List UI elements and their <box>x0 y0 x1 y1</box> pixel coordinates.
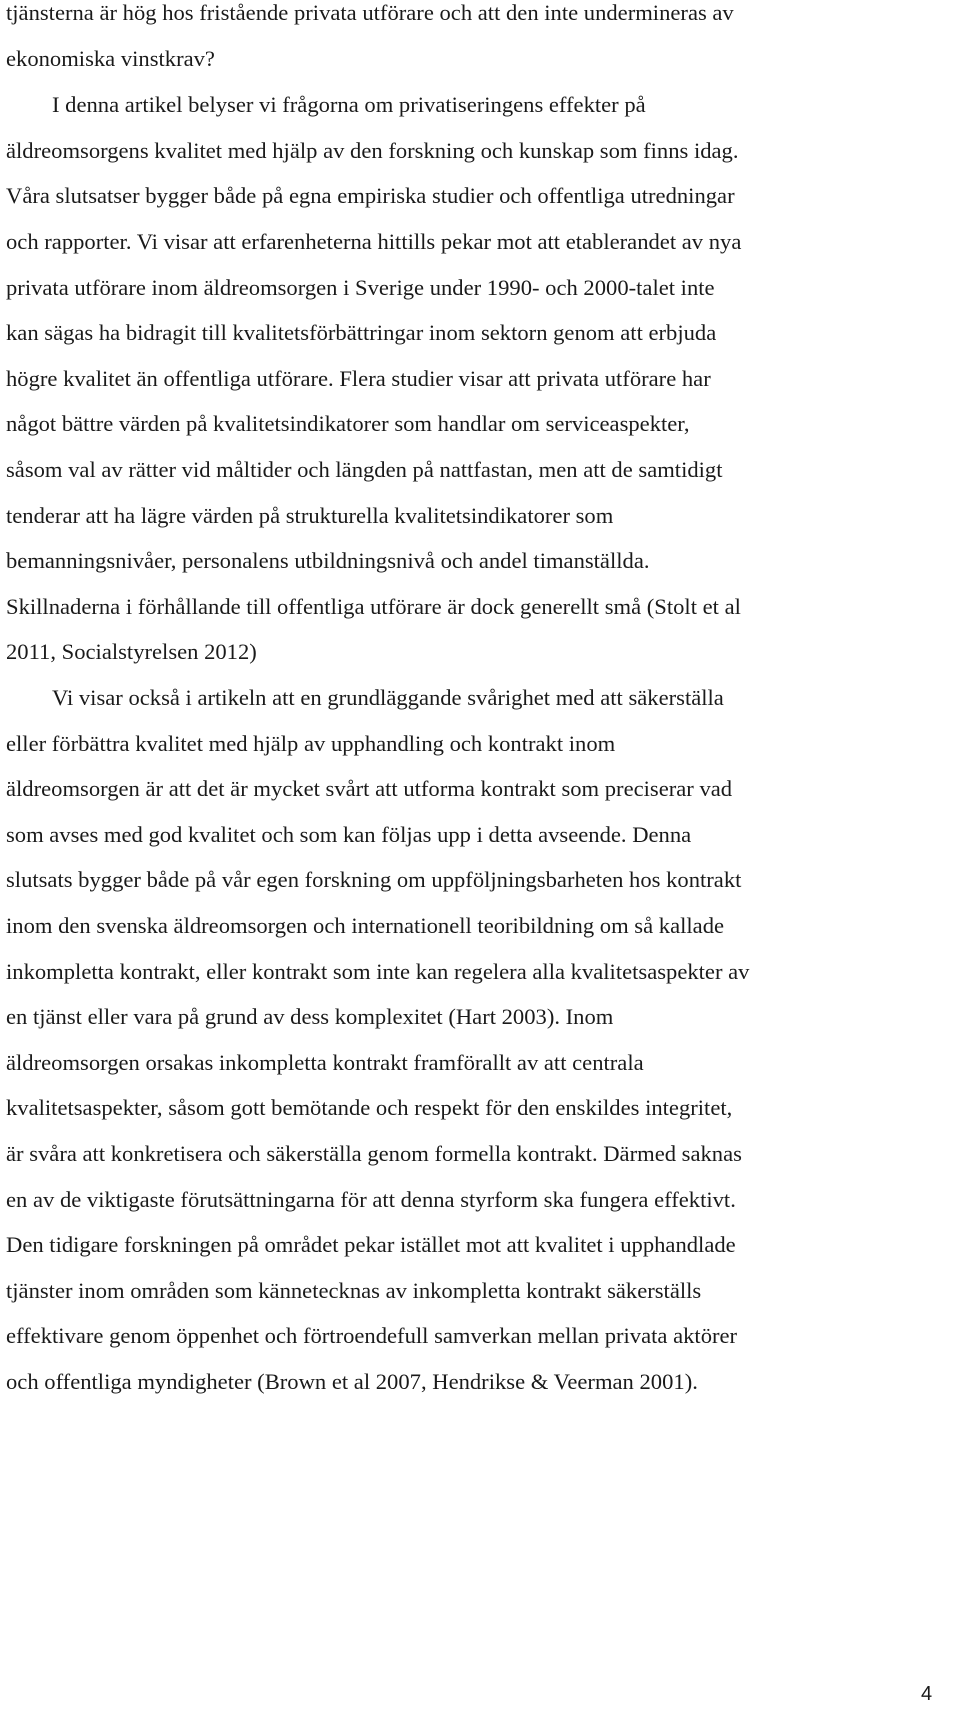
text-line: en tjänst eller vara på grund av dess komplexitet (Hart 2003). Inom <box>6 1004 614 1029</box>
text-line: inom den svenska äldreomsorgen och internationell teoribildning om så kallade <box>6 913 725 938</box>
text-line: Våra slutsatser bygger både på egna empiriska studier och offentliga utredningar <box>6 183 735 208</box>
text-line: kan sägas ha bidragit till kvalitetsförbättringar inom sektorn genom att erbjuda <box>6 320 717 345</box>
text-line: tenderar att ha lägre värden på strukturella kvalitetsindikatorer som <box>6 503 614 528</box>
text-line: en av de viktigaste förutsättningarna för att denna styrform ska fungera effektivt. <box>6 1187 736 1212</box>
text-line: Den tidigare forskningen på området pekar istället mot att kvalitet i upphandlade <box>6 1232 736 1257</box>
text-line: och offentliga myndigheter (Brown et al 2007, Hendrikse & Veerman 2001). <box>6 1369 698 1394</box>
text-line: tjänsterna är hög hos fristående privata utförare och att den inte undermineras av <box>6 0 734 25</box>
text-line: kvalitetsaspekter, såsom gott bemötande och respekt för den enskildes integritet, <box>6 1095 733 1120</box>
text-line: privata utförare inom äldreomsorgen i Sverige under 1990- och 2000-talet inte <box>6 275 715 300</box>
text-line: I denna artikel belyser vi frågorna om privatiseringens effekter på <box>52 92 646 117</box>
text-line: inkompletta kontrakt, eller kontrakt som inte kan regelera alla kvalitetsaspekter av <box>6 959 750 984</box>
text-line: Skillnaderna i förhållande till offentliga utförare är dock generellt små (Stolt et al <box>6 594 741 619</box>
text-line: som avses med god kvalitet och som kan följas upp i detta avseende. Denna <box>6 822 692 847</box>
text-line: äldreomsorgen orsakas inkompletta kontrakt framförallt av att centrala <box>6 1050 644 1075</box>
text-line: och rapporter. Vi visar att erfarenheterna hittills pekar mot att etablerandet av nya <box>6 229 742 254</box>
text-line: bemanningsnivåer, personalens utbildningsnivå och andel timanställda. <box>6 548 650 573</box>
text-line: är svåra att konkretisera och säkerställa genom formella kontrakt. Därmed saknas <box>6 1141 742 1166</box>
text-line: effektivare genom öppenhet och förtroendefull samverkan mellan privata aktörer <box>6 1323 738 1348</box>
text-line: äldreomsorgen är att det är mycket svårt att utforma kontrakt som preciserar vad <box>6 776 733 801</box>
text-line: såsom val av rätter vid måltider och längden på nattfastan, men att de samtidigt <box>6 457 723 482</box>
text-line: äldreomsorgens kvalitet med hjälp av den forskning och kunskap som finns idag. <box>6 138 739 163</box>
text-line: eller förbättra kvalitet med hjälp av upphandling och kontrakt inom <box>6 731 616 756</box>
text-line: något bättre värden på kvalitetsindikatorer som handlar om serviceaspekter, <box>6 411 690 436</box>
text-line: slutsats bygger både på vår egen forskning om uppföljningsbarheten hos kontrakt <box>6 867 742 892</box>
text-line: ekonomiska vinstkrav? <box>6 46 215 71</box>
text-line: högre kvalitet än offentliga utförare. Flera studier visar att privata utförare har <box>6 366 711 391</box>
text-line: tjänster inom områden som kännetecknas av inkompletta kontrakt säkerställs <box>6 1278 702 1303</box>
text-line: Vi visar också i artikeln att en grundläggande svårighet med att säkerställa <box>52 685 724 710</box>
page-number: 4 <box>921 1683 933 1705</box>
text-line: 2011, Socialstyrelsen 2012) <box>6 639 257 664</box>
